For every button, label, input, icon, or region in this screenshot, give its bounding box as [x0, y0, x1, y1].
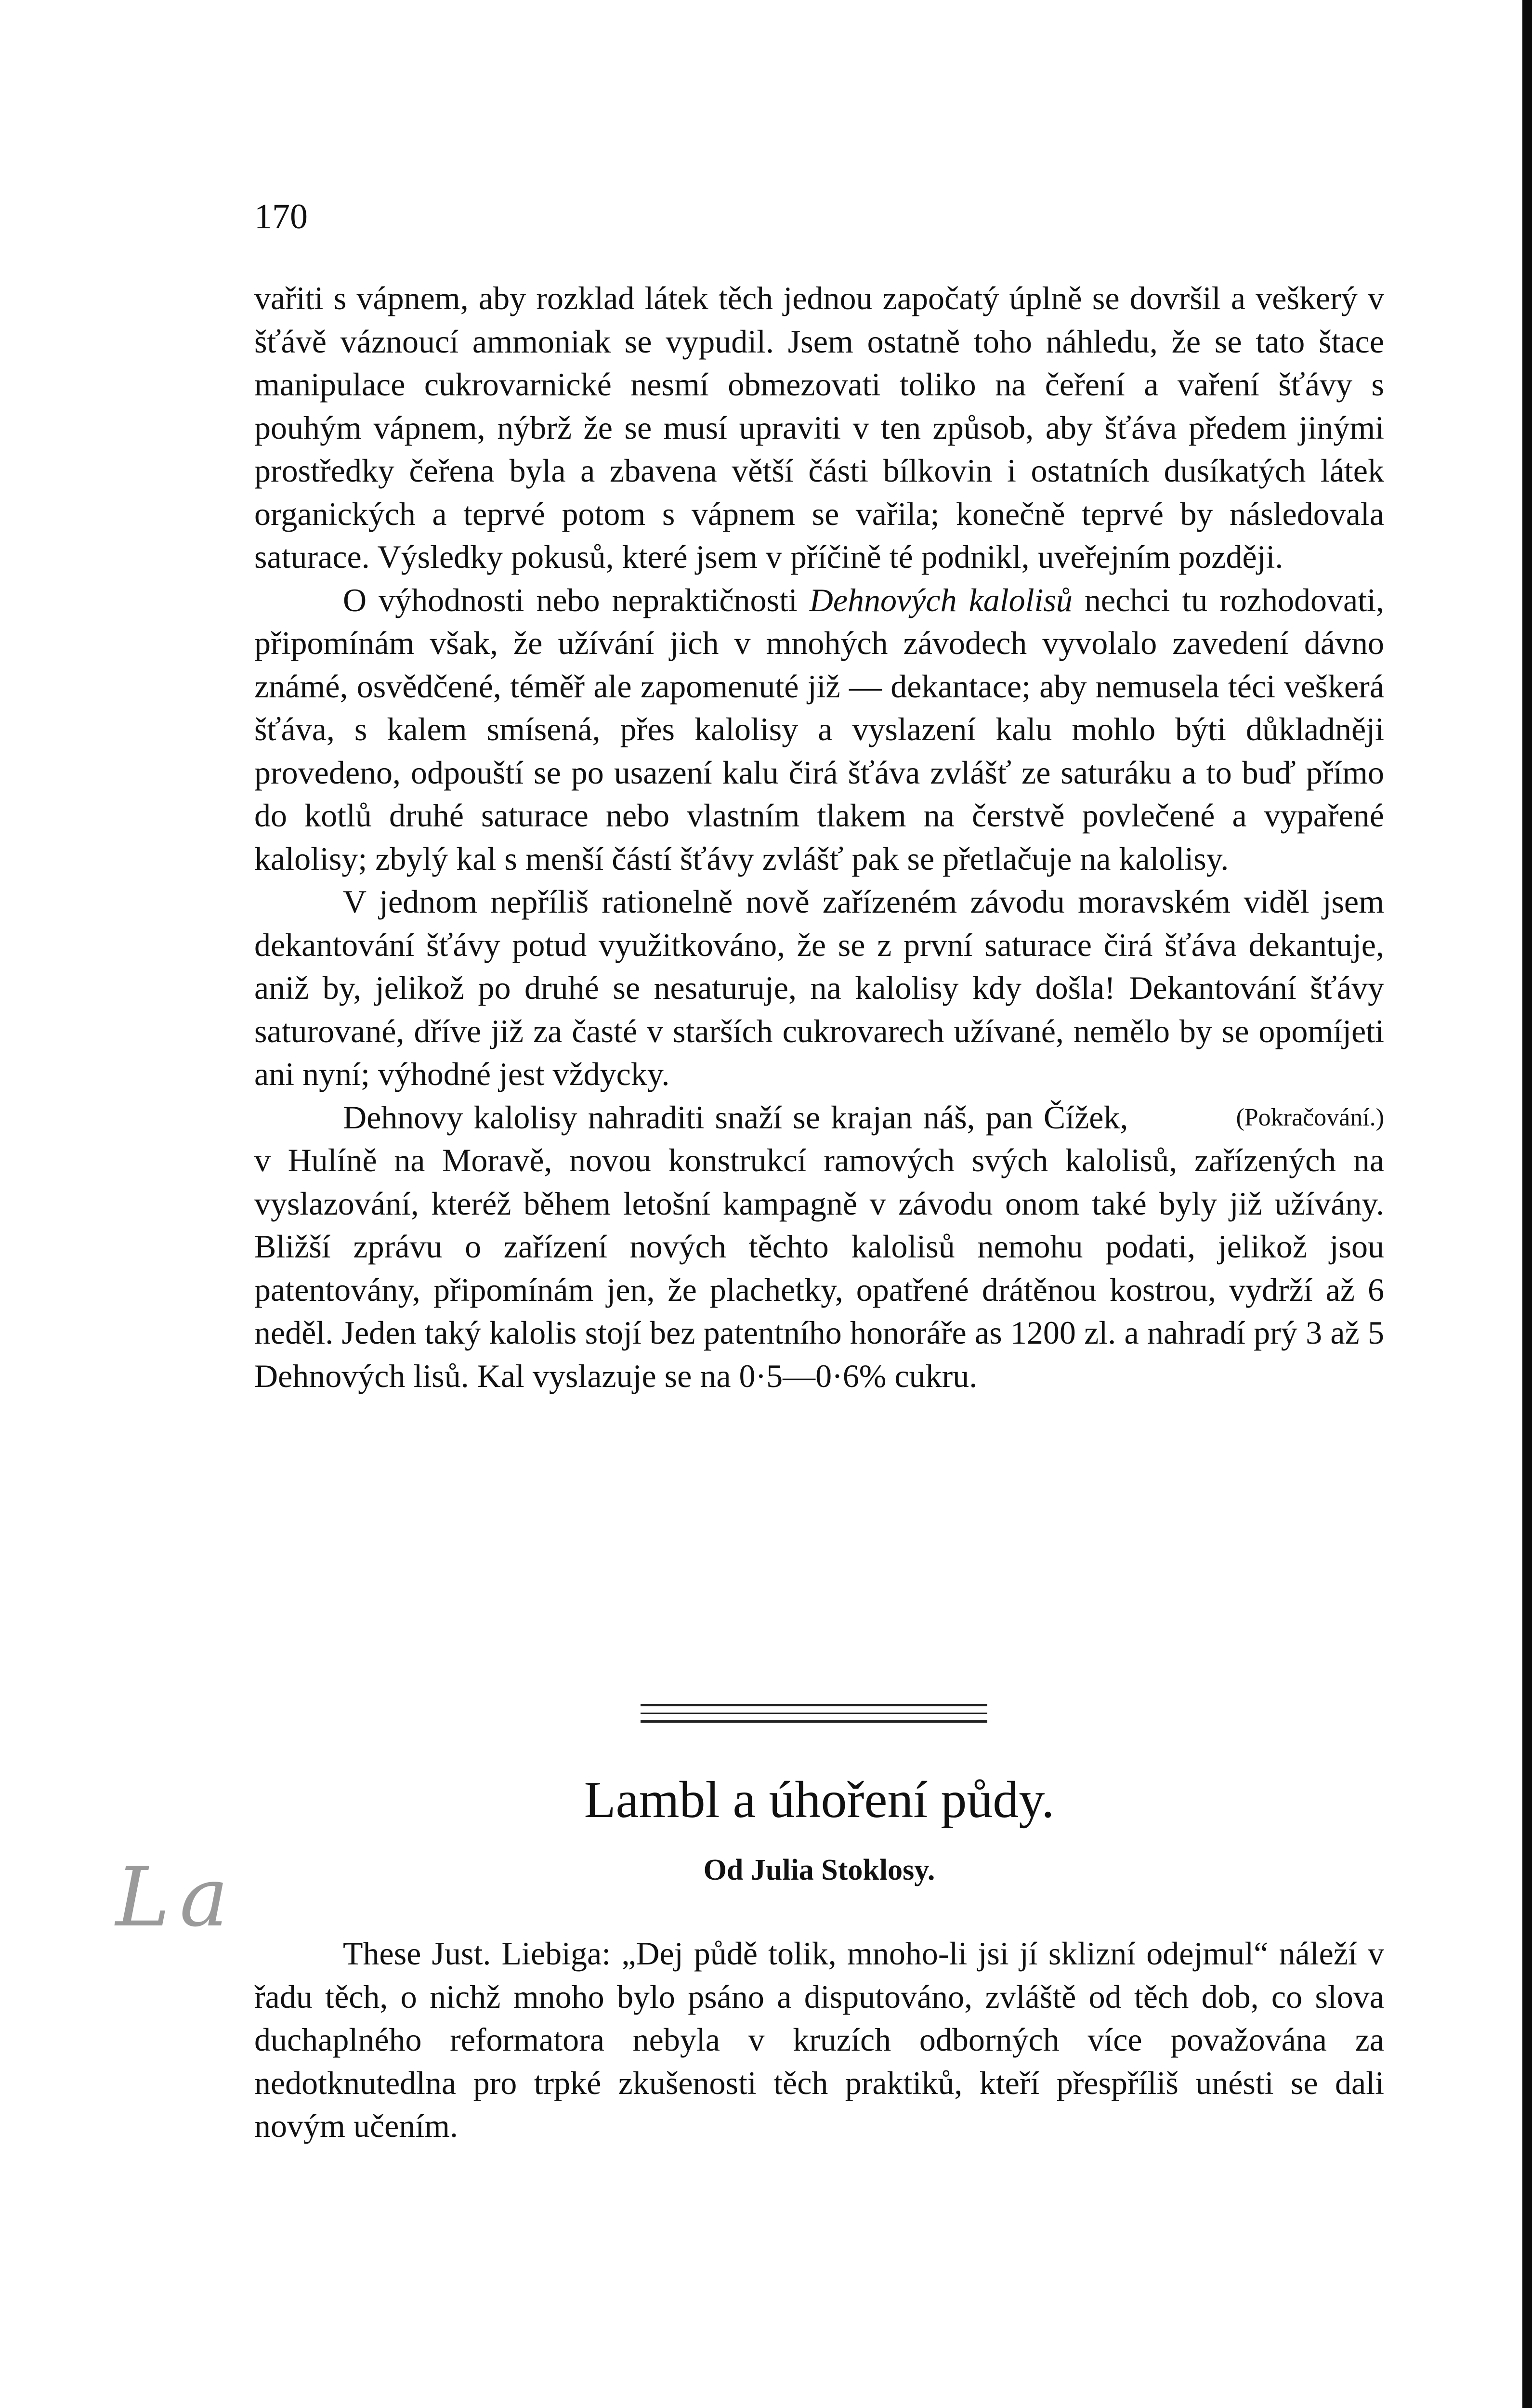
- paragraph-2-emphasis: Dehnových kalolisů: [809, 581, 1073, 618]
- scan-edge: [1522, 0, 1532, 2408]
- article-paragraph-1: These Just. Liebiga: „Dej půdě tolik, mnoho-li jsi jí sklizní odejmul“ náleží v řadu těch, o nichž mnoho bylo psáno a disputováno, zvláště od těch dob, co slova duchaplného reformatora nebyla v kruzích odborných více považována za nedotknutedlna pro trpké zkušenosti těch praktiků, kteří přespříliš unésti se dali novým učením.: [254, 1935, 1384, 2144]
- article-text: [254, 1932, 1384, 2148]
- paragraph-4-text: Dehnovy kalolisy nahraditi snaží se krajan náš, pan Čížek, v Hulíně na Moravě, novou konstrukcí ramových svých kalolisů, zařízených na vyslazování, kteréž během letošní kampagně v závodu onom také byly již užívány. Bližší zprávu o zařízení nových těchto kalolisů nemohu podati, jelikož jsou patentovány, připomínám jen, že plachetky, opatřené drátěnou kostrou, vydrží až 6 neděl. Jeden taký kalolis stojí bez patentního honoráře as 1200 zl. a nahradí prý 3 až 5 Dehnových lisů. Kal vyslazuje se na 0·5—0·6% cukru.: [254, 1099, 1384, 1394]
- page-number: 170: [254, 197, 308, 236]
- paragraph-2-start: O výhodnosti nebo nepraktičnosti: [343, 581, 810, 618]
- paragraph-4: [254, 1096, 1384, 1398]
- continuation-note: (Pokračování.): [1236, 1103, 1384, 1131]
- paragraph-1: vařiti s vápnem, aby rozklad látek těch jednou započatý úplně se dovršil a veškerý v šťávě váznoucí ammoniak se vypudil. Jsem ostatně toho náhledu, že se tato štace manipulace cukrovarnické nesmí obmezovati toliko na čeření a vaření šťávy s pouhým vápnem, nýbrž že se musí upraviti v ten způsob, aby šťáva předem jinými prostředky čeřena byla a zbavena větší části bílkovin i ostatních dusíkatých látek organických a teprvé potom s vápnem se vařila; konečně teprvé by následovala saturace. Výsledky pokusů, které jsem v příčině té podnikl, uveřejním později.: [254, 280, 1384, 575]
- article-byline: Od Julia Stoklosy.: [703, 1854, 935, 1886]
- margin-handwriting: La: [116, 1850, 238, 1945]
- separator-rule-top: [641, 1704, 987, 1706]
- article-title: Lambl a úhoření půdy.: [584, 1771, 1055, 1829]
- paragraph-2-rest: nechci tu rozhodovati, připomínám však, že užívání jich v mnohých závodech vyvolalo zavedení dávno známé, osvědčené, téměř ale zapomenuté již — dekantace; aby nemusela téci veškerá šťáva, s kalem smísená, přes kalolisy a vyslazení kalu mohlo býti důkladněji provedeno, odpouští se po usazení kalu čirá šťáva zvlášť ze saturáku a to buď přímo do kotlů druhé saturace nebo vlastním tlakem na čerstvě povlečené a vypařené kalolisy; zbylý kal s menší částí šťávy zvlášť pak se přetlačuje na kalolisy.: [254, 581, 1385, 877]
- separator-rule-bottom: [641, 1720, 987, 1723]
- separator-rule-middle: [641, 1713, 987, 1714]
- body-text: [254, 277, 1384, 1398]
- paragraph-2: [254, 579, 1384, 881]
- paragraph-3: V jednom nepříliš rationelně nově zařízeném závodu moravském viděl jsem dekantování šťávy potud využitkováno, že se z první saturace čirá šťáva dekantuje, aniž by, jelikož po druhé se nesaturuje, na kalolisy kdy došla! Dekantování šťávy saturované, dříve již za časté v starších cukrovarech užívané, nemělo by se opomíjeti ani nyní; výhodné jest vždycky.: [254, 883, 1384, 1092]
